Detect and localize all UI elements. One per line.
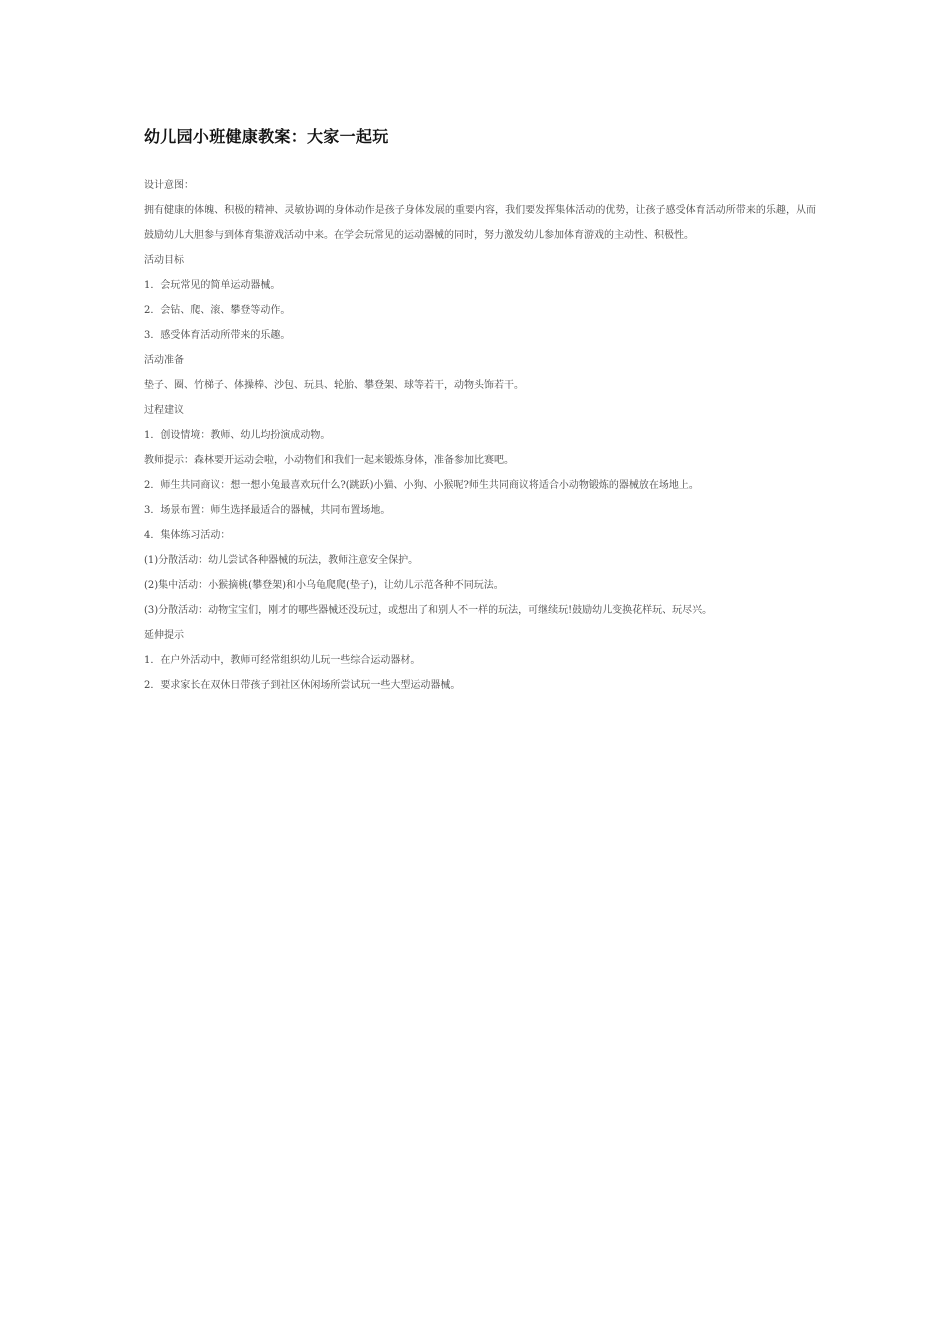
process-step: 4．集体练习活动： xyxy=(144,530,231,541)
process-step: 3．场景布置：师生选择最适合的器械，共同布置场地。 xyxy=(144,505,391,516)
goal-item: 1．会玩常见的简单运动器械。 xyxy=(144,280,281,291)
process-step: 1．创设情境：教师、幼儿均扮演成动物。 xyxy=(144,430,331,441)
preparation-text: 垫子、圈、竹梯子、体操棒、沙包、玩具、轮胎、攀登架、球等若干，动物头饰若干。 xyxy=(144,380,524,391)
process-substep: (1)分散活动：幼儿尝试各种器械的玩法，教师注意安全保护。 xyxy=(144,555,419,566)
process-step: 2．师生共同商议：想一想小兔最喜欢玩什么?(跳跃)小猫、小狗、小猴呢?师生共同商议将适合小动物锻炼的器械放在场地上。 xyxy=(144,480,699,491)
section-heading-goals: 活动目标 xyxy=(144,255,184,266)
teacher-tip: 教师提示：森林要开运动会啦，小动物们和我们一起来锻炼身体，准备参加比赛吧。 xyxy=(144,455,514,466)
document-page xyxy=(144,124,816,698)
section-heading-extension: 延伸提示 xyxy=(144,630,184,641)
extension-item: 1．在户外活动中，教师可经常组织幼儿玩一些综合运动器材。 xyxy=(144,655,421,666)
page-title: 幼儿园小班健康教案：大家一起玩 xyxy=(144,127,389,146)
process-substep: (2)集中活动：小猴摘桃(攀登架)和小乌龟爬爬(垫子)，让幼儿示范各种不同玩法。 xyxy=(144,580,504,591)
goal-item: 3．感受体育活动所带来的乐趣。 xyxy=(144,330,291,341)
extension-item: 2．要求家长在双休日带孩子到社区休闲场所尝试玩一些大型运动器械。 xyxy=(144,680,461,691)
process-substep: (3)分散活动：动物宝宝们，刚才的哪些器械还没玩过，或想出了和别人不一样的玩法，可继续玩!鼓励幼儿变换花样玩、玩尽兴。 xyxy=(144,605,713,616)
section-label-design-intent: 设计意图： xyxy=(144,180,194,191)
intro-paragraph: 拥有健康的体魄、积极的精神、灵敏协调的身体动作是孩子身体发展的重要内容，我们要发挥集体活动的优势，让孩子感受体育活动所带来的乐趣，从而鼓励幼儿大胆参与到体育集游戏活动中来。在学会玩常见的运动器械的同时，努力激发幼儿参加体育游戏的主动性、积极性。 xyxy=(144,205,816,241)
section-heading-preparation: 活动准备 xyxy=(144,355,184,366)
section-heading-process: 过程建议 xyxy=(144,405,184,416)
goal-item: 2．会钻、爬、滚、攀登等动作。 xyxy=(144,305,291,316)
